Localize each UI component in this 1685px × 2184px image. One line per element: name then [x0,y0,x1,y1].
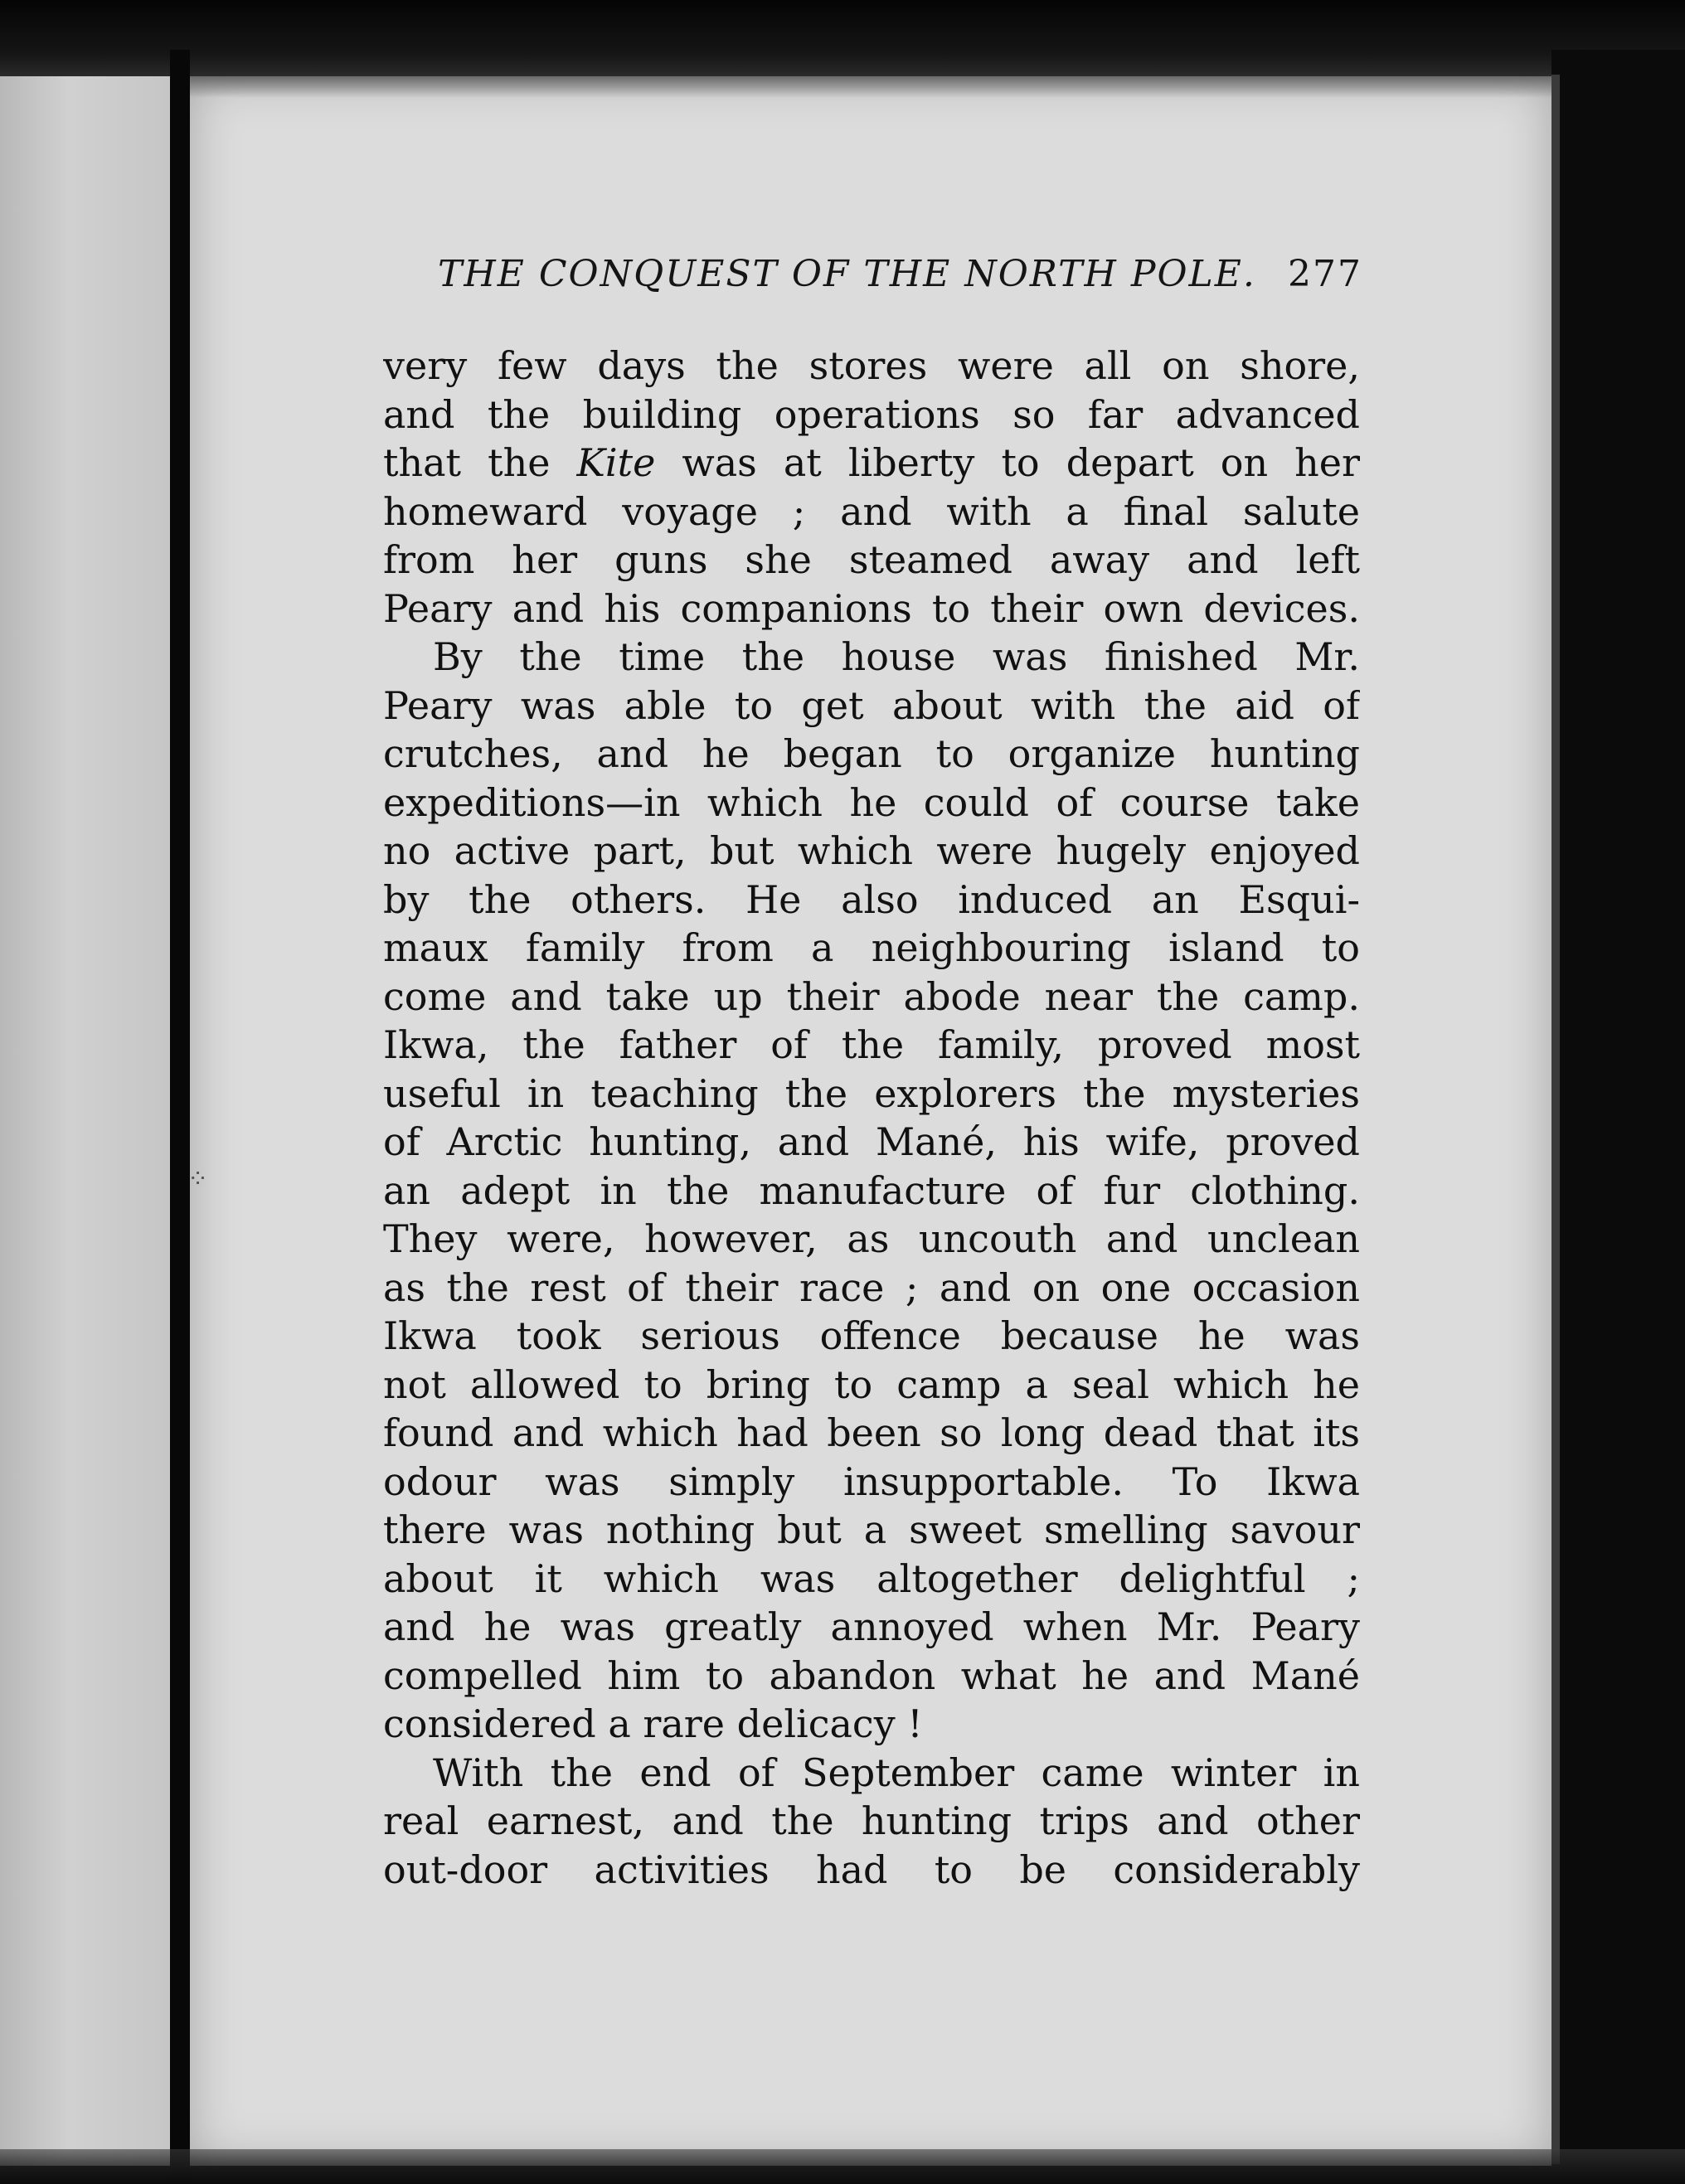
text-line: homeward voyage ; and with a final salute [383,488,1360,534]
scan-top-border [0,0,1685,76]
text-line: Peary and his companions to their own devices. [383,585,1360,631]
text-line: considered a rare delicacy ! [383,1701,923,1746]
text-line: real earnest, and the hunting trips and other [383,1798,1360,1843]
text-line: crutches, and he began to organize hunting [383,731,1360,776]
text-line: very few days the stores were all on shore, [383,343,1360,388]
text-line: Peary was able to get about with the aid of [383,682,1360,728]
scan-right-border [1551,50,1685,2184]
facing-page-edge [0,76,170,2166]
text-line: compelled him to abandon what he and Mané [383,1653,1360,1698]
text-line: Ikwa, the father of the family, proved most [383,1022,1360,1067]
text-line: an adept in the manufacture of fur clothing. [383,1167,1360,1213]
page-top-shadow [190,76,1551,98]
text-line: of Arctic hunting, and Mané, his wife, proved [383,1119,1360,1164]
text-line: Ikwa took serious offence because he was [383,1313,1360,1358]
body-text [383,342,1360,1894]
scan-bottom-border [0,2149,1685,2184]
text-line: not allowed to bring to camp a seal which he [383,1361,1360,1407]
margin-smudge-mark: ⁘ [187,1165,209,1194]
page-number: 277 [1288,253,1362,295]
text-line: from her guns she steamed away and left [383,537,1360,582]
text-fragment: that the [383,440,577,485]
text-line: out-door activities had to be considerably [383,1847,1360,1892]
text-line: They were, however, as uncouth and unclean [383,1216,1360,1261]
ship-name: Kite [576,440,656,485]
text-line: odour was simply insupportable. To Ikwa [383,1458,1360,1504]
page-edge-strip [1551,75,1560,2164]
text-line: there was nothing but a sweet smelling savour [383,1507,1360,1552]
text-line: By the time the house was finished Mr. [433,634,1360,679]
text-line: found and which had been so long dead that its [383,1410,1360,1455]
running-head-title: THE CONQUEST OF THE NORTH POLE. [438,253,1256,295]
text-fragment: was at liberty to depart on her [655,440,1360,485]
text-line: come and take up their abode near the camp. [383,973,1360,1019]
text-line [383,439,1360,488]
text-line: no active part, but which were hugely enjoyed [383,828,1360,873]
text-line: and the building operations so far advanced [383,391,1360,437]
text-line: With the end of September came winter in [433,1750,1360,1795]
text-line: maux family from a neighbouring island to [383,925,1360,970]
text-line: useful in teaching the explorers the mysteries [383,1070,1360,1116]
book-gutter [170,50,190,2184]
text-line: about it which was altogether delightful ; [383,1555,1360,1601]
text-line: and he was greatly annoyed when Mr. Peary [383,1604,1360,1649]
text-line: expeditions—in which he could of course take [383,779,1360,825]
text-line: by the others. He also induced an Esqui- [383,876,1360,922]
text-line: as the rest of their race ; and on one occasion [383,1264,1360,1310]
running-head [438,253,1362,306]
